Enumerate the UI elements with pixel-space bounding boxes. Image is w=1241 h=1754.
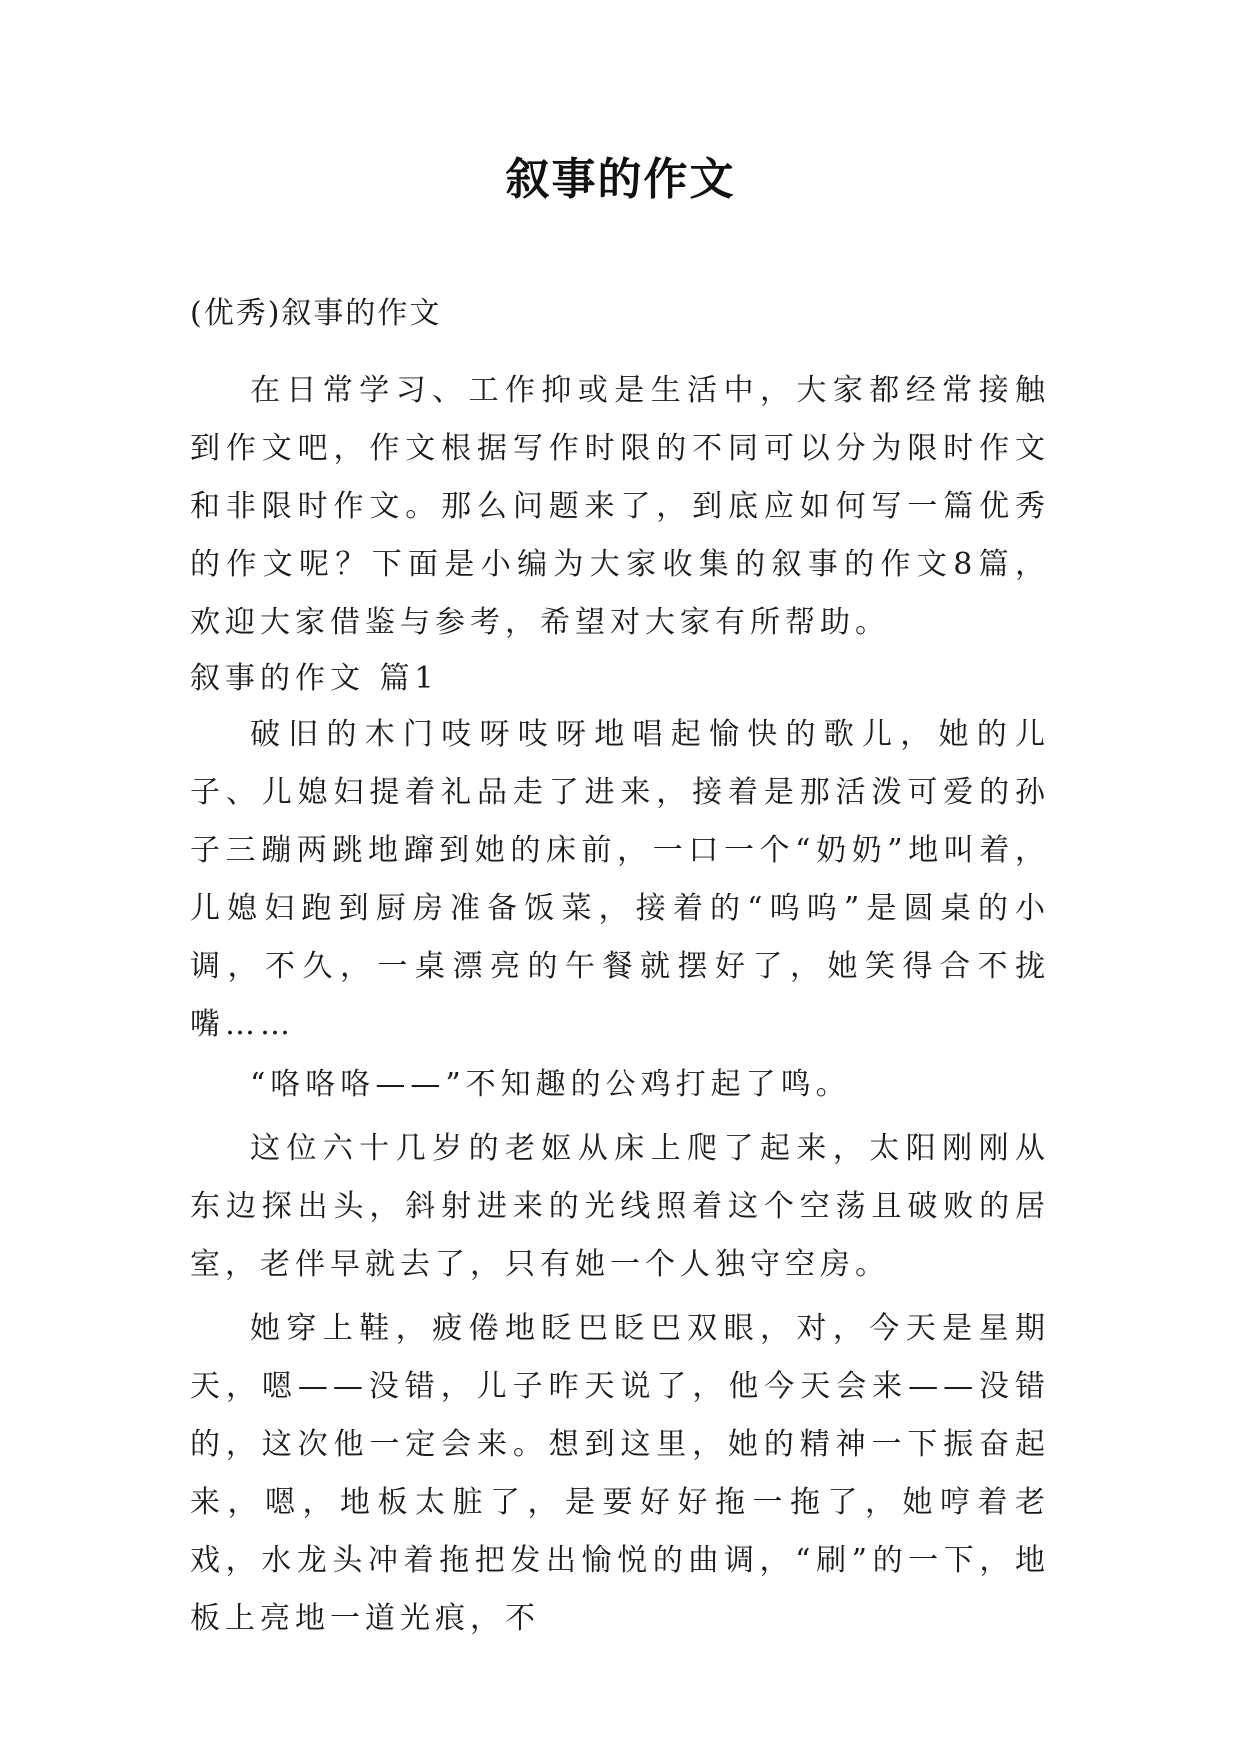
body-paragraph-3: 这位六十几岁的老妪从床上爬了起来，太阳刚刚从东边探出头，斜射进来的光线照着这个空荡且破败的居室，老伴早就去了，只有她一个人独守空房。: [190, 1131, 1050, 1282]
intro-paragraph: 在日常学习、工作抑或是生活中，大家都经常接触到作文吧，作文根据写作时限的不同可以分为限时作文和非限时作文。那么问题来了，到底应如何写一篇优秀的作文呢？下面是小编为大家收集的叙事的作文8篇，欢迎大家借鉴与参考，希望对大家有所帮助。: [190, 373, 1050, 640]
body-paragraph-2: “咯咯咯——”不知趣的公鸡打起了鸣。: [250, 1067, 851, 1102]
section-heading: 叙事的作文 篇1: [190, 661, 439, 696]
document-body: [190, 362, 1050, 1648]
document-title: 叙事的作文: [505, 154, 736, 205]
body-paragraph-1: 破旧的木门吱呀吱呀地唱起愉快的歌儿，她的儿子、儿媳妇提着礼品走了进来，接着是那活泼可爱的孙子三蹦两跳地蹿到她的床前，一口一个“奶奶”地叫着，儿媳妇跑到厨房准备饭菜，接着的“呜呜”是圆桌的小调，不久，一桌漂亮的午餐就摆好了，她笑得合不拢嘴……: [190, 717, 1050, 1042]
body-paragraph-4: 她穿上鞋，疲倦地眨巴眨巴双眼，对，今天是星期天，嗯——没错，儿子昨天说了，他今天会来——没错的，这次他一定会来。想到这里，她的精神一下振奋起来，嗯，地板太脏了，是要好好拖一拖了，她哼着老戏，水龙头冲着拖把发出愉悦的曲调，“刷”的一下，地板上亮地一道光痕，不: [190, 1311, 1050, 1636]
document-subtitle: (优秀)叙事的作文: [190, 296, 442, 331]
